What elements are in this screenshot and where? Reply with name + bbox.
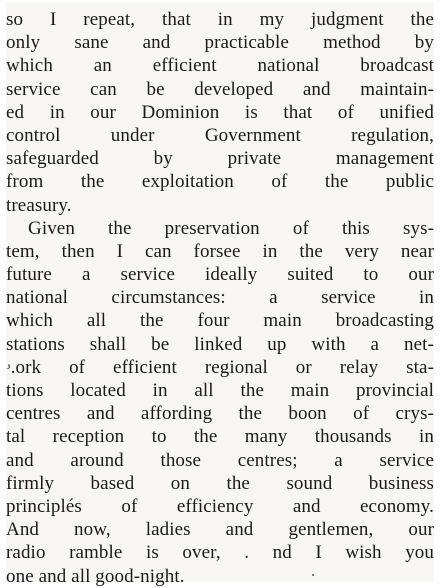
print-speck <box>312 574 314 576</box>
text-line: from the exploitation of the public <box>6 171 434 193</box>
text-line: so I repeat, that in my judgment the <box>6 9 434 30</box>
text-line: ۥ.ork of efficient regional or relay sta- <box>6 356 434 378</box>
text-line: principlés of efficiency and economy. <box>6 495 434 517</box>
text-line: one and all good-night. <box>6 565 185 587</box>
paragraph-2 <box>6 217 434 588</box>
text-line: and around those centres; a service <box>6 449 434 471</box>
text-line: tions located in all the main provincial <box>6 380 434 401</box>
paragraph-1 <box>6 8 434 217</box>
text-line: centres and affording the boon of crys- <box>6 403 434 425</box>
text-line: And now, ladies and gentlemen, our <box>6 519 434 541</box>
text-line: stations shall be linked up with a net- <box>6 333 434 355</box>
text-line: future a service ideally suited to our <box>6 264 434 286</box>
text-line: national circumstances: a service in <box>6 287 434 309</box>
text-line: which an efficient national broadcast <box>6 55 434 77</box>
newspaper-clipping <box>6 2 434 587</box>
article-text-column <box>6 8 434 588</box>
text-line: firmly based on the sound business <box>6 472 434 494</box>
text-line: radio ramble is over, . nd I wish you <box>6 542 434 564</box>
text-line: control under Government regulation, <box>6 124 434 146</box>
text-line: which all the four main broadcasting <box>6 310 434 332</box>
text-line: treasury. <box>6 194 72 216</box>
text-line: tal reception to the many thousands in <box>6 426 434 448</box>
text-line: safeguarded by private management <box>6 148 434 170</box>
text-line: service can be developed and maintain- <box>6 78 434 100</box>
text-line: tem, then I can forsee in the very near <box>6 240 434 262</box>
text-line: ed in our Dominion is that of unified <box>6 101 434 123</box>
text-line: only sane and practicable method by <box>6 32 434 54</box>
text-line: Given the preservation of this sys- <box>28 217 434 239</box>
